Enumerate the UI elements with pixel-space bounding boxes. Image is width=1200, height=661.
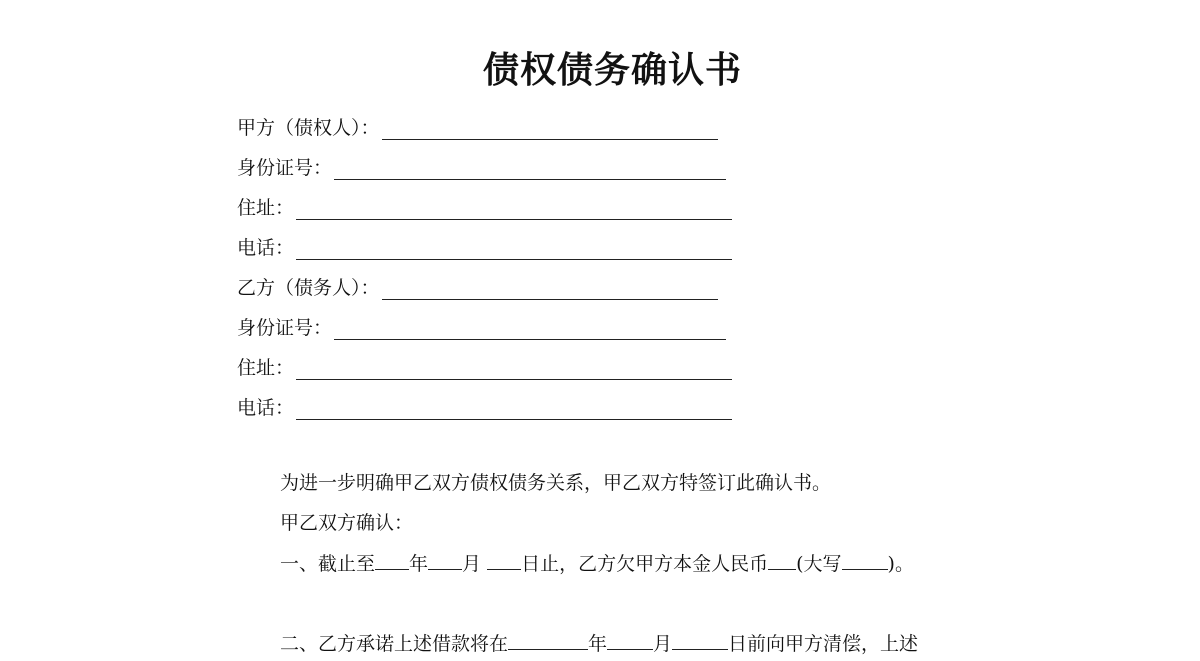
clause-text: (大写 — [796, 553, 842, 575]
year-blank[interactable] — [375, 551, 409, 570]
amount-blank[interactable] — [768, 551, 796, 570]
clause-2 — [280, 629, 918, 656]
field-label: 身份证号： — [237, 157, 333, 179]
creditor-name-field — [237, 110, 718, 140]
creditor-address-field — [237, 190, 732, 220]
field-label: 电话： — [237, 397, 295, 419]
clause-text: 年 — [588, 633, 608, 655]
day-blank[interactable] — [487, 551, 521, 570]
amount-words-blank[interactable] — [842, 551, 888, 570]
year-blank[interactable] — [508, 631, 588, 650]
confirm-heading: 甲乙双方确认： — [280, 512, 414, 534]
blank-line[interactable] — [296, 197, 732, 220]
clause-text: 日止，乙方欠甲方本金人民币 — [521, 553, 769, 575]
creditor-phone-field — [237, 230, 732, 260]
clause-text: )。 — [887, 553, 914, 575]
month-blank[interactable] — [428, 551, 462, 570]
blank-line[interactable] — [382, 277, 718, 300]
debtor-address-field — [237, 350, 732, 380]
clause-text: 二、乙方承诺上述借款将在 — [280, 633, 509, 655]
clause-text: 月 — [653, 633, 673, 655]
field-label: 甲方（债权人）： — [237, 117, 380, 139]
document-title: 债权债务确认书 — [482, 50, 742, 91]
field-label: 住址： — [237, 197, 295, 219]
month-blank[interactable] — [607, 631, 653, 650]
debtor-name-field — [237, 270, 718, 300]
blank-line[interactable] — [334, 157, 726, 180]
debtor-id-field — [237, 310, 726, 340]
field-label: 身份证号： — [237, 317, 333, 339]
debtor-phone-field — [237, 390, 732, 420]
day-blank[interactable] — [672, 631, 728, 650]
field-label: 乙方（债务人）： — [237, 277, 380, 299]
field-label: 住址： — [237, 357, 295, 379]
blank-line[interactable] — [334, 317, 726, 340]
blank-line[interactable] — [296, 357, 732, 380]
clause-text: 月 — [462, 553, 482, 575]
clause-text: 一、截止至 — [280, 553, 376, 575]
blank-line[interactable] — [296, 237, 732, 260]
clause-text: 年 — [409, 553, 429, 575]
creditor-id-field — [237, 150, 726, 180]
clause-text: 日前向甲方清偿，上述 — [728, 633, 919, 655]
clause-1 — [280, 549, 914, 576]
intro-paragraph: 为进一步明确甲乙双方债权债务关系，甲乙双方特签订此确认书。 — [280, 472, 832, 494]
field-label: 电话： — [237, 237, 295, 259]
blank-line[interactable] — [382, 117, 718, 140]
blank-line[interactable] — [296, 397, 732, 420]
